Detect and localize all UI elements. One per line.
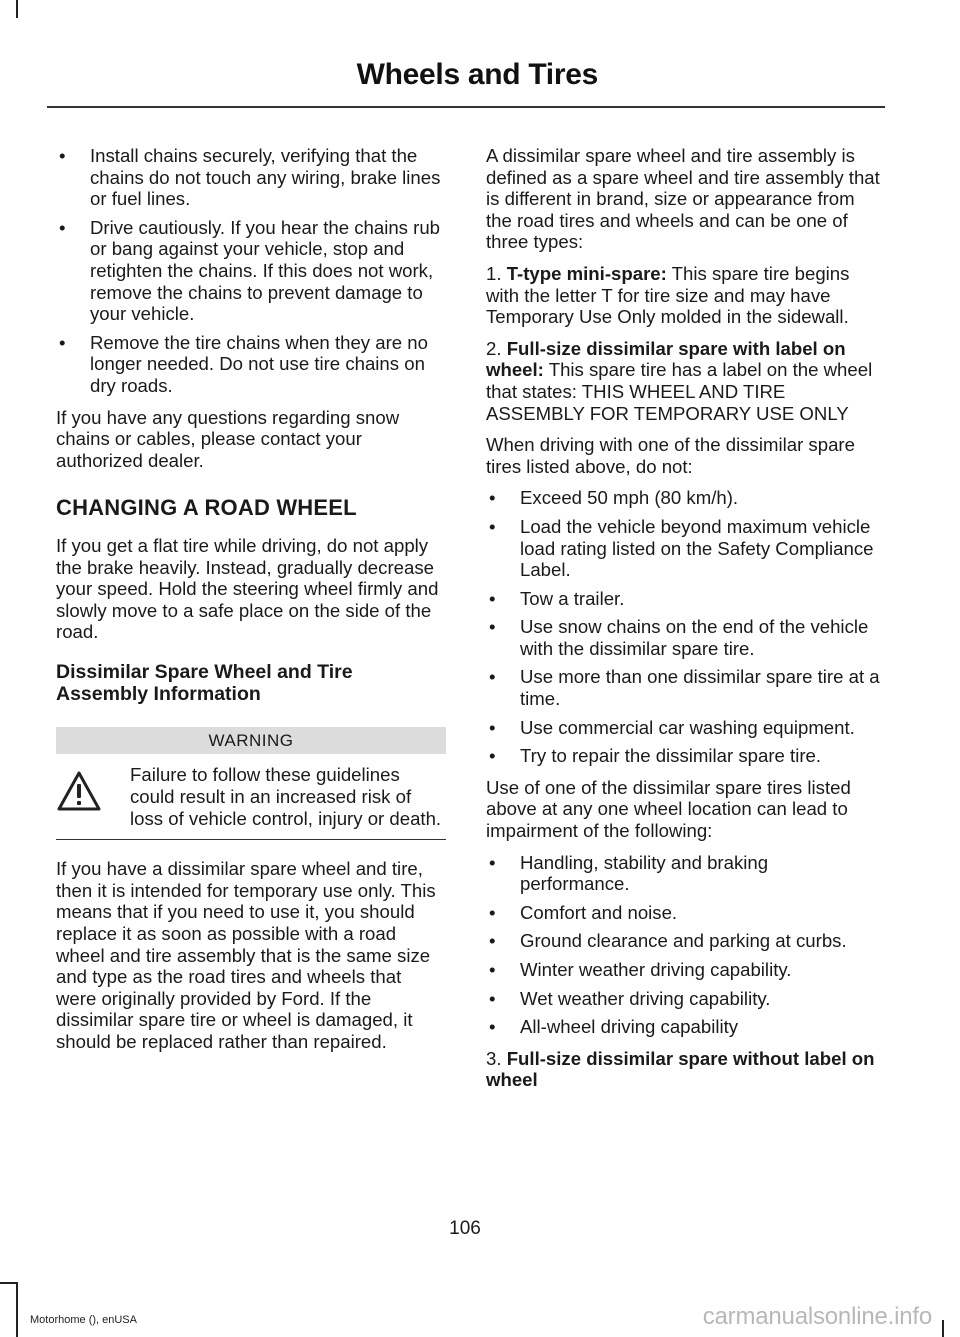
subsection-heading: Dissimilar Spare Wheel and Tire Assembly Information [56,660,353,705]
bullet-glyph: • [489,930,496,952]
list-item-text: Use commercial car washing equipment. [520,716,855,738]
list-item-text: Winter weather driving capability. [520,959,792,980]
bullet-glyph: • [59,145,66,166]
paragraph-definition: A dissimilar spare wheel and tire assembly is defined as a spare wheel and tire assembly that is different in brand, size or appearance from the road tires and wheels and can be one of three types: [486,145,880,253]
watermark: carmanualsonline.info [702,1303,932,1330]
chain-bullet-list [56,145,446,397]
list-item [486,852,880,895]
right-column [486,145,880,1101]
paragraph-impairment: Use of one of the dissimilar spare tires listed above at any one wheel location can lead to impairment of the following: [486,776,851,842]
list-item [486,988,880,1010]
bullet-glyph: • [59,331,66,353]
list-item-text: Remove the tire chains when they are no longer needed. Do not use tire chains on dry roads. [90,331,428,396]
bullet-glyph: • [489,616,496,638]
paragraph-flat-tire: If you get a flat tire while driving, do not apply the brake heavily. Instead, gradually decrease your speed. Hold the steering wheel firmly and slowly move to a safe place on the side of the road. [56,534,439,643]
list-item-text: Load the vehicle beyond maximum vehicle load rating listed on the Safety Compliance Label. [520,515,874,581]
paragraph-temporary-use: If you have a dissimilar spare wheel and tire, then it is intended for temporary use only. This means that if you need to use it, you should replace it as soon as possible with a road wheel and tire assembly that is the same size and type as the road tires and wheels that were originally provided by Ford. If the dissimilar spare tire or wheel is damaged, it should be replaced rather than repaired. [56,858,436,1052]
list-item-text: Use snow chains on the end of the vehicle with the dissimilar spare tire. [520,616,869,659]
section-heading: CHANGING A ROAD WHEEL [56,495,357,521]
list-item [486,930,880,952]
paragraph-questions: If you have any questions regarding snow chains or cables, please contact your authorized dealer. [56,406,400,471]
paragraph-driving: When driving with one of the dissimilar spare tires listed above, do not: [486,434,855,477]
spare-type-1 [486,263,880,328]
list-item [486,902,880,924]
type-description: This spare tire has a label on the wheel that states: THIS WHEEL AND TIRE ASSEMBLY FOR TEMPORARY USE ONLY [486,359,873,424]
bullet-glyph: • [489,716,496,738]
list-item-text: Handling, stability and braking performance. [520,851,769,895]
bullet-glyph: • [489,745,496,767]
warning-body [56,754,446,840]
warning-triangle-icon [56,770,106,817]
list-item [56,145,446,210]
publication-footer: Motorhome (), enUSA [30,1314,137,1326]
list-item-text: Drive cautiously. If you hear the chains rub or bang against your vehicle, stop and retighten the chains. If this does not work, remove the chains to prevent damage to your vehicle. [90,216,441,325]
type-label: T-type mini-spare: [506,262,667,284]
bullet-glyph: • [489,587,496,609]
bullet-glyph: • [489,666,496,688]
list-item-text: Exceed 50 mph (80 km/h). [520,487,739,509]
page-title: Wheels and Tires [356,58,598,91]
type-number: 3. [486,1047,507,1069]
list-item [486,1016,880,1038]
warning-label: WARNING [56,727,446,755]
list-item-text: Wet weather driving capability. [520,987,771,1009]
list-item [486,487,880,509]
list-item [56,332,446,397]
type-number: 2. [486,337,507,359]
spare-type-2 [486,338,880,424]
list-item-text: Comfort and noise. [520,901,678,923]
bullet-glyph: • [489,1016,496,1038]
list-item-text: Try to repair the dissimilar spare tire. [520,745,822,767]
list-item-text: Install chains securely, verifying that the chains do not touch any wiring, brake lines or fuel lines. [90,145,441,210]
header-divider [47,106,885,108]
crop-mark [16,0,18,18]
type-label: Full-size dissimilar spare without label on wheel [486,1047,875,1091]
warning-text: Failure to follow these guidelines could result in an increased risk of loss of vehicle control, injury or death. [130,764,442,829]
bullet-glyph: • [489,959,496,980]
warning-box [56,727,446,840]
crop-mark [16,1282,18,1337]
list-item [486,717,880,739]
list-item [486,745,880,767]
list-item [486,666,880,709]
bullet-glyph: • [489,901,496,923]
do-not-bullet-list [486,487,880,767]
page-number: 106 [449,1218,481,1239]
left-column [56,145,446,1063]
list-item [56,217,446,325]
type-number: 1. [486,262,507,284]
list-item-text: Tow a trailer. [520,587,625,609]
type-label: Full-size dissimilar spare with label on wheel: [486,337,846,381]
type-description: This spare tire begins with the letter T for tire size and may have Temporary Use Only molded in the sidewall. [486,262,850,328]
list-item [486,616,880,659]
list-item-text: All-wheel driving capability [520,1016,739,1038]
list-item [486,959,880,981]
bullet-glyph: • [59,216,66,238]
crop-mark [942,1320,944,1337]
impairment-bullet-list [486,852,880,1038]
list-item [486,588,880,610]
list-item-text: Ground clearance and parking at curbs. [520,930,847,952]
bullet-glyph: • [489,515,496,537]
bullet-glyph: • [489,987,496,1009]
bullet-glyph: • [489,851,496,873]
list-item [486,516,880,581]
list-item-text: Use more than one dissimilar spare tire at a time. [520,666,880,710]
bullet-glyph: • [489,487,496,509]
crop-mark [0,1282,16,1284]
spare-type-3 [486,1048,880,1091]
